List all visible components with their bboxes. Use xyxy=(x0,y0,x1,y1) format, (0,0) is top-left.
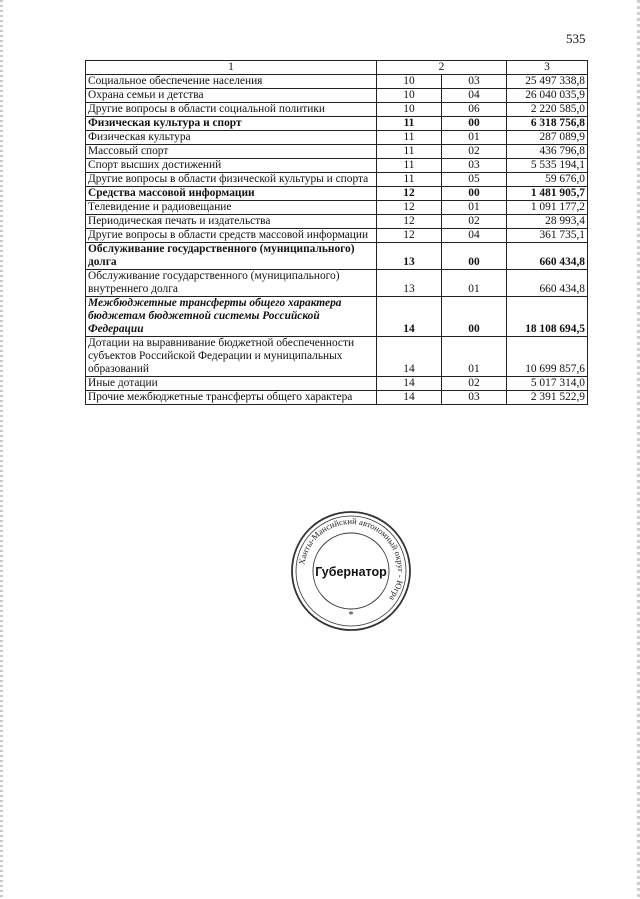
row-name-cell: Прочие межбюджетные трансферты общего характера xyxy=(86,391,377,405)
row-amount-cell: 660 434,8 xyxy=(507,270,588,297)
row-name-cell: Телевидение и радиовещание xyxy=(86,201,377,215)
row-amount-cell: 5 535 194,1 xyxy=(507,159,588,173)
row-subsection-cell: 03 xyxy=(442,159,507,173)
row-amount-cell: 18 108 694,5 xyxy=(507,297,588,337)
table-row xyxy=(86,229,588,243)
table-row xyxy=(86,297,588,337)
row-amount-cell: 5 017 314,0 xyxy=(507,377,588,391)
row-amount-cell: 1 091 177,2 xyxy=(507,201,588,215)
row-subsection-cell: 02 xyxy=(442,377,507,391)
row-subsection-cell: 02 xyxy=(442,215,507,229)
row-amount-cell: 436 796,8 xyxy=(507,145,588,159)
budget-table xyxy=(85,60,588,405)
table-row xyxy=(86,201,588,215)
table-row xyxy=(86,377,588,391)
row-name-cell: Физическая культура и спорт xyxy=(86,117,377,131)
row-section-cell: 12 xyxy=(377,215,442,229)
row-subsection-cell: 00 xyxy=(442,243,507,270)
table-row xyxy=(86,75,588,89)
row-subsection-cell: 06 xyxy=(442,103,507,117)
seal-ring-text: Ханты-Мансийский автономный округ - Югра xyxy=(296,515,407,603)
row-section-cell: 14 xyxy=(377,297,442,337)
row-section-cell: 11 xyxy=(377,117,442,131)
row-section-cell: 11 xyxy=(377,173,442,187)
row-subsection-cell: 01 xyxy=(442,201,507,215)
row-amount-cell: 25 497 338,8 xyxy=(507,75,588,89)
row-amount-cell: 26 040 035,9 xyxy=(507,89,588,103)
row-section-cell: 11 xyxy=(377,145,442,159)
row-amount-cell: 10 699 857,6 xyxy=(507,337,588,377)
table-row xyxy=(86,337,588,377)
table-row xyxy=(86,173,588,187)
table-header-row xyxy=(86,61,588,75)
row-name-cell: Дотации на выравнивание бюджетной обеспеченности субъектов Российской Федерации и муниципальных образований xyxy=(86,337,377,377)
row-name-cell: Охрана семьи и детства xyxy=(86,89,377,103)
row-subsection-cell: 02 xyxy=(442,145,507,159)
row-name-cell: Обслуживание государственного (муниципального) внутреннего долга xyxy=(86,270,377,297)
header-col-1: 1 xyxy=(86,61,377,75)
row-amount-cell: 28 993,4 xyxy=(507,215,588,229)
row-name-cell: Массовый спорт xyxy=(86,145,377,159)
table-row xyxy=(86,103,588,117)
row-section-cell: 14 xyxy=(377,377,442,391)
row-section-cell: 13 xyxy=(377,270,442,297)
table-row xyxy=(86,243,588,270)
seal-star: * xyxy=(348,610,354,621)
table-row xyxy=(86,89,588,103)
row-subsection-cell: 01 xyxy=(442,131,507,145)
row-amount-cell: 6 318 756,8 xyxy=(507,117,588,131)
table-row xyxy=(86,187,588,201)
row-amount-cell: 287 089,9 xyxy=(507,131,588,145)
row-name-cell: Другие вопросы в области средств массовой информации xyxy=(86,229,377,243)
row-name-cell: Другие вопросы в области физической культуры и спорта xyxy=(86,173,377,187)
row-name-cell: Другие вопросы в области социальной политики xyxy=(86,103,377,117)
row-amount-cell: 1 481 905,7 xyxy=(507,187,588,201)
header-col-3: 3 xyxy=(507,61,588,75)
row-section-cell: 11 xyxy=(377,159,442,173)
row-name-cell: Межбюджетные трансферты общего характера бюджетам бюджетной системы Российской Федерации xyxy=(86,297,377,337)
row-name-cell: Физическая культура xyxy=(86,131,377,145)
row-name-cell: Периодическая печать и издательства xyxy=(86,215,377,229)
row-name-cell: Обслуживание государственного (муниципального) долга xyxy=(86,243,377,270)
table-row xyxy=(86,117,588,131)
row-subsection-cell: 00 xyxy=(442,187,507,201)
row-section-cell: 12 xyxy=(377,201,442,215)
table-row xyxy=(86,391,588,405)
row-subsection-cell: 03 xyxy=(442,75,507,89)
table-row xyxy=(86,159,588,173)
row-subsection-cell: 04 xyxy=(442,89,507,103)
row-section-cell: 10 xyxy=(377,103,442,117)
row-section-cell: 12 xyxy=(377,187,442,201)
row-name-cell: Социальное обеспечение населения xyxy=(86,75,377,89)
row-amount-cell: 59 676,0 xyxy=(507,173,588,187)
row-name-cell: Средства массовой информации xyxy=(86,187,377,201)
row-subsection-cell: 01 xyxy=(442,270,507,297)
row-amount-cell: 2 391 522,9 xyxy=(507,391,588,405)
page-number: 535 xyxy=(566,31,586,46)
row-name-cell: Спорт высших достижений xyxy=(86,159,377,173)
row-subsection-cell: 00 xyxy=(442,297,507,337)
row-subsection-cell: 00 xyxy=(442,117,507,131)
row-amount-cell: 2 220 585,0 xyxy=(507,103,588,117)
row-amount-cell: 660 434,8 xyxy=(507,243,588,270)
header-col-2: 2 xyxy=(377,61,507,75)
row-subsection-cell: 05 xyxy=(442,173,507,187)
row-subsection-cell: 04 xyxy=(442,229,507,243)
row-section-cell: 11 xyxy=(377,131,442,145)
governor-seal xyxy=(290,510,412,632)
seal-center-text: Губернатор xyxy=(315,565,387,579)
row-section-cell: 10 xyxy=(377,89,442,103)
row-section-cell: 14 xyxy=(377,337,442,377)
row-section-cell: 10 xyxy=(377,75,442,89)
row-subsection-cell: 03 xyxy=(442,391,507,405)
table-row xyxy=(86,270,588,297)
row-subsection-cell: 01 xyxy=(442,337,507,377)
row-amount-cell: 361 735,1 xyxy=(507,229,588,243)
row-section-cell: 12 xyxy=(377,229,442,243)
row-name-cell: Иные дотации xyxy=(86,377,377,391)
table-row xyxy=(86,215,588,229)
row-section-cell: 13 xyxy=(377,243,442,270)
table-row xyxy=(86,145,588,159)
row-section-cell: 14 xyxy=(377,391,442,405)
table-row xyxy=(86,131,588,145)
scan-left-edge xyxy=(0,0,3,899)
